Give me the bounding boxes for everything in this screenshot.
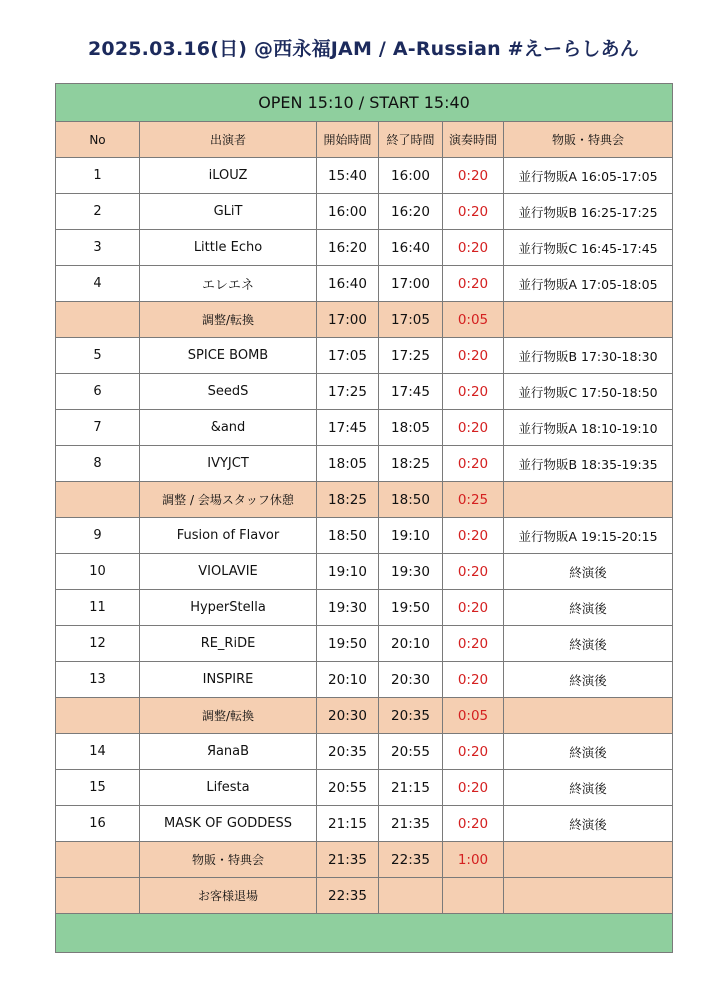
header-no: No xyxy=(56,122,140,158)
cell-performer: 調整/転換 xyxy=(140,698,317,734)
cell-no: 2 xyxy=(56,194,140,230)
header-duration: 演奏時間 xyxy=(443,122,504,158)
cell-goods: 終演後 xyxy=(504,734,673,770)
table-row xyxy=(56,374,673,410)
cell-no xyxy=(56,698,140,734)
cell-duration: 0:25 xyxy=(443,482,504,518)
cell-goods xyxy=(504,878,673,914)
table-row xyxy=(56,194,673,230)
table-row xyxy=(56,734,673,770)
cell-no: 10 xyxy=(56,554,140,590)
cell-performer: SPICE BOMB xyxy=(140,338,317,374)
cell-performer: Little Echo xyxy=(140,230,317,266)
cell-end-time: 19:10 xyxy=(379,518,443,554)
cell-goods: 終演後 xyxy=(504,662,673,698)
cell-duration: 0:05 xyxy=(443,302,504,338)
cell-end-time: 20:55 xyxy=(379,734,443,770)
cell-no: 4 xyxy=(56,266,140,302)
table-row xyxy=(56,590,673,626)
cell-performer: 調整/転換 xyxy=(140,302,317,338)
cell-goods: 並行物販B 18:35-19:35 xyxy=(504,446,673,482)
cell-goods: 終演後 xyxy=(504,806,673,842)
cell-performer: お客様退場 xyxy=(140,878,317,914)
cell-start-time: 20:55 xyxy=(317,770,379,806)
cell-end-time: 17:05 xyxy=(379,302,443,338)
cell-start-time: 17:05 xyxy=(317,338,379,374)
table-row xyxy=(56,410,673,446)
footer-row xyxy=(56,914,673,953)
cell-end-time: 17:25 xyxy=(379,338,443,374)
cell-goods: 終演後 xyxy=(504,770,673,806)
cell-duration: 0:20 xyxy=(443,194,504,230)
cell-no: 7 xyxy=(56,410,140,446)
cell-start-time: 16:40 xyxy=(317,266,379,302)
cell-no: 13 xyxy=(56,662,140,698)
cell-no: 5 xyxy=(56,338,140,374)
cell-start-time: 16:00 xyxy=(317,194,379,230)
cell-no: 8 xyxy=(56,446,140,482)
break-row xyxy=(56,302,673,338)
cell-duration: 0:20 xyxy=(443,446,504,482)
cell-end-time: 16:40 xyxy=(379,230,443,266)
cell-end-time: 20:35 xyxy=(379,698,443,734)
header-row xyxy=(56,122,673,158)
cell-duration: 0:20 xyxy=(443,554,504,590)
cell-duration: 0:20 xyxy=(443,734,504,770)
cell-end-time xyxy=(379,878,443,914)
timetable-body xyxy=(56,158,673,914)
cell-duration: 0:20 xyxy=(443,806,504,842)
break-row xyxy=(56,878,673,914)
header-performer: 出演者 xyxy=(140,122,317,158)
cell-end-time: 17:45 xyxy=(379,374,443,410)
cell-goods xyxy=(504,302,673,338)
cell-end-time: 17:00 xyxy=(379,266,443,302)
cell-duration: 0:20 xyxy=(443,410,504,446)
header-goods: 物販・特典会 xyxy=(504,122,673,158)
cell-goods xyxy=(504,482,673,518)
header-end: 終了時間 xyxy=(379,122,443,158)
cell-goods: 並行物販C 17:50-18:50 xyxy=(504,374,673,410)
cell-goods: 並行物販B 16:25-17:25 xyxy=(504,194,673,230)
cell-no xyxy=(56,302,140,338)
timetable-grid xyxy=(55,83,673,953)
cell-duration: 0:20 xyxy=(443,770,504,806)
table-row xyxy=(56,446,673,482)
cell-end-time: 21:15 xyxy=(379,770,443,806)
cell-performer: GLiT xyxy=(140,194,317,230)
cell-start-time: 19:10 xyxy=(317,554,379,590)
cell-performer: エレエネ xyxy=(140,266,317,302)
table-row xyxy=(56,266,673,302)
cell-end-time: 20:30 xyxy=(379,662,443,698)
table-row xyxy=(56,770,673,806)
cell-goods: 並行物販C 16:45-17:45 xyxy=(504,230,673,266)
table-row xyxy=(56,230,673,266)
cell-no: 16 xyxy=(56,806,140,842)
cell-start-time: 18:05 xyxy=(317,446,379,482)
cell-no: 1 xyxy=(56,158,140,194)
cell-performer: ЯanaB xyxy=(140,734,317,770)
table-row xyxy=(56,626,673,662)
table-row xyxy=(56,338,673,374)
cell-performer: SeedS xyxy=(140,374,317,410)
break-row xyxy=(56,482,673,518)
cell-goods: 終演後 xyxy=(504,554,673,590)
table-row xyxy=(56,806,673,842)
cell-performer: MASK OF GODDESS xyxy=(140,806,317,842)
open-start-label: OPEN 15:10 / START 15:40 xyxy=(56,84,673,122)
cell-start-time: 18:25 xyxy=(317,482,379,518)
footer-band xyxy=(56,914,673,953)
cell-start-time: 21:15 xyxy=(317,806,379,842)
cell-performer: &and xyxy=(140,410,317,446)
cell-duration: 0:20 xyxy=(443,266,504,302)
cell-goods: 終演後 xyxy=(504,590,673,626)
cell-goods: 並行物販A 18:10-19:10 xyxy=(504,410,673,446)
cell-goods: 並行物販A 16:05-17:05 xyxy=(504,158,673,194)
table-row xyxy=(56,662,673,698)
cell-no: 6 xyxy=(56,374,140,410)
cell-end-time: 16:00 xyxy=(379,158,443,194)
cell-duration: 0:05 xyxy=(443,698,504,734)
cell-goods: 終演後 xyxy=(504,626,673,662)
cell-performer: IVYJCT xyxy=(140,446,317,482)
cell-goods xyxy=(504,698,673,734)
cell-no: 14 xyxy=(56,734,140,770)
cell-duration: 0:20 xyxy=(443,662,504,698)
cell-no: 15 xyxy=(56,770,140,806)
cell-duration: 0:20 xyxy=(443,338,504,374)
cell-performer: VIOLAVIE xyxy=(140,554,317,590)
cell-end-time: 19:50 xyxy=(379,590,443,626)
header-start: 開始時間 xyxy=(317,122,379,158)
cell-performer: Lifesta xyxy=(140,770,317,806)
cell-end-time: 18:25 xyxy=(379,446,443,482)
cell-end-time: 21:35 xyxy=(379,806,443,842)
cell-start-time: 19:50 xyxy=(317,626,379,662)
cell-no: 9 xyxy=(56,518,140,554)
cell-start-time: 20:35 xyxy=(317,734,379,770)
cell-start-time: 19:30 xyxy=(317,590,379,626)
cell-no: 12 xyxy=(56,626,140,662)
cell-performer: HyperStella xyxy=(140,590,317,626)
cell-duration: 0:20 xyxy=(443,590,504,626)
cell-end-time: 18:50 xyxy=(379,482,443,518)
cell-start-time: 17:25 xyxy=(317,374,379,410)
cell-goods: 並行物販A 19:15-20:15 xyxy=(504,518,673,554)
cell-start-time: 20:30 xyxy=(317,698,379,734)
cell-no xyxy=(56,482,140,518)
cell-performer: iLOUZ xyxy=(140,158,317,194)
cell-performer: 物販・特典会 xyxy=(140,842,317,878)
cell-no xyxy=(56,878,140,914)
cell-performer: 調整 / 会場スタッフ休憩 xyxy=(140,482,317,518)
cell-duration: 0:20 xyxy=(443,374,504,410)
break-row xyxy=(56,698,673,734)
cell-duration: 0:20 xyxy=(443,518,504,554)
cell-end-time: 19:30 xyxy=(379,554,443,590)
cell-start-time: 17:00 xyxy=(317,302,379,338)
timetable xyxy=(55,83,672,953)
cell-performer: Fusion of Flavor xyxy=(140,518,317,554)
cell-start-time: 18:50 xyxy=(317,518,379,554)
table-row xyxy=(56,158,673,194)
cell-goods: 並行物販B 17:30-18:30 xyxy=(504,338,673,374)
cell-performer: RE_RiDE xyxy=(140,626,317,662)
cell-end-time: 16:20 xyxy=(379,194,443,230)
cell-duration: 0:20 xyxy=(443,626,504,662)
cell-duration: 0:20 xyxy=(443,230,504,266)
cell-start-time: 21:35 xyxy=(317,842,379,878)
cell-no: 3 xyxy=(56,230,140,266)
cell-no: 11 xyxy=(56,590,140,626)
cell-goods xyxy=(504,842,673,878)
cell-duration xyxy=(443,878,504,914)
cell-start-time: 22:35 xyxy=(317,878,379,914)
cell-performer: INSPIRE xyxy=(140,662,317,698)
cell-end-time: 18:05 xyxy=(379,410,443,446)
open-start-row xyxy=(56,84,673,122)
page-title: 2025.03.16(日) @西永福JAM / A-Russian #えーらしあん xyxy=(88,38,639,60)
cell-start-time: 16:20 xyxy=(317,230,379,266)
cell-duration: 1:00 xyxy=(443,842,504,878)
cell-start-time: 17:45 xyxy=(317,410,379,446)
cell-no xyxy=(56,842,140,878)
table-row xyxy=(56,518,673,554)
cell-end-time: 22:35 xyxy=(379,842,443,878)
cell-start-time: 15:40 xyxy=(317,158,379,194)
cell-start-time: 20:10 xyxy=(317,662,379,698)
break-row xyxy=(56,842,673,878)
cell-goods: 並行物販A 17:05-18:05 xyxy=(504,266,673,302)
cell-duration: 0:20 xyxy=(443,158,504,194)
cell-end-time: 20:10 xyxy=(379,626,443,662)
table-row xyxy=(56,554,673,590)
